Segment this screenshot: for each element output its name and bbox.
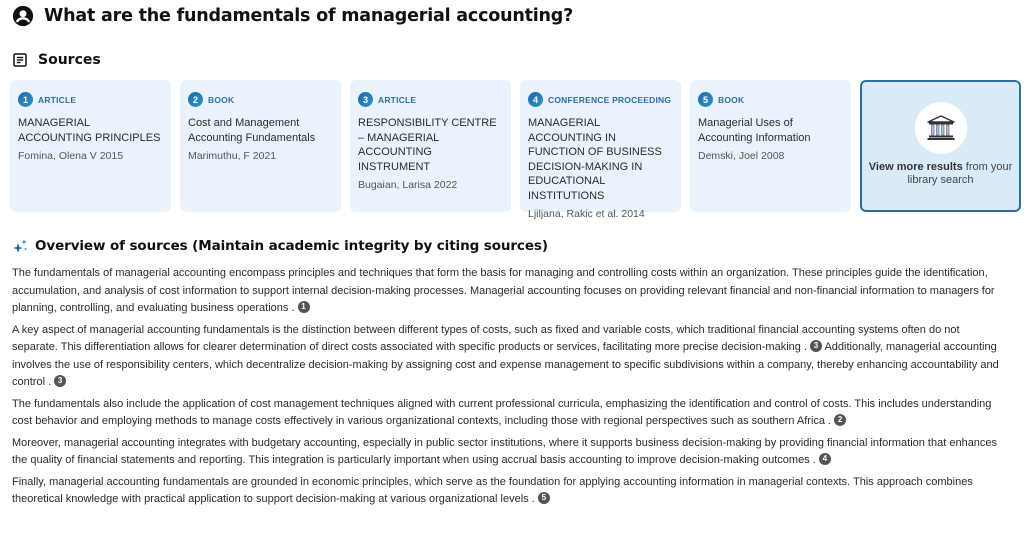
- paragraph-text: Finally, managerial accounting fundamentals are grounded in economic principles, which serve as the foundation for applying accounting information in managerial contexts. This approach combines theoretical knowledge with practical application to support decision-making at various organizational levels .: [12, 475, 973, 505]
- question-title: What are the fundamentals of managerial accounting?: [44, 6, 574, 26]
- source-card-1[interactable]: [10, 80, 171, 212]
- overview-paragraph: [12, 396, 1007, 431]
- sources-title: Sources: [38, 52, 101, 68]
- source-title: MANAGERIAL ACCOUNTING PRINCIPLES: [18, 117, 161, 144]
- document-icon: [13, 53, 27, 67]
- library-icon: [926, 115, 956, 141]
- source-author: Ljiljana, Rakic et al. 2014: [528, 208, 645, 220]
- source-type: BOOK: [718, 94, 745, 105]
- source-type: ARTICLE: [38, 94, 77, 105]
- overview-heading: [12, 238, 548, 254]
- overview-paragraph: [12, 322, 1007, 392]
- source-number-badge: 1: [18, 92, 33, 107]
- source-title: MANAGERIAL ACCOUNTING IN FUNCTION OF BUSINESS DECISION-MAKING IN EDUCATIONAL INSTITUTIONS: [528, 117, 662, 202]
- source-type: BOOK: [208, 94, 235, 105]
- view-more-results-label: [862, 161, 1019, 187]
- citation-badge[interactable]: 1: [298, 301, 310, 313]
- source-title: Managerial Uses of Accounting Information: [698, 117, 811, 144]
- paragraph-text: Moreover, managerial accounting integrates with budgetary accounting, especially in public sector institutions, where it supports business decision-making by providing financial information that enhances the quality of financial statements and reporting. This integration is particularly important when using accrual basis accounting to improve decision-making outcomes .: [12, 436, 998, 466]
- source-title: RESPONSIBILITY CENTRE – MANAGERIAL ACCOUNTING INSTRUMENT: [358, 117, 497, 173]
- paragraph-text: A key aspect of managerial accounting fundamentals is the distinction between different types of costs, such as fixed and variable costs, which traditional financial accounting systems often do not separate. This differentiation allows for clearer determination of direct costs associated with specific products or services, facilitating more precise decision-making .: [12, 323, 960, 353]
- citation-badge[interactable]: 3: [810, 340, 822, 352]
- source-card-5[interactable]: [690, 80, 851, 212]
- source-author: Fomina, Olena V 2015: [18, 150, 124, 162]
- source-card-3[interactable]: [350, 80, 511, 212]
- source-author: Bugaian, Larisa 2022: [358, 179, 458, 191]
- source-number-badge: 5: [698, 92, 713, 107]
- source-number-badge: 2: [188, 92, 203, 107]
- source-cards: [10, 80, 1021, 220]
- library-icon-circle: [915, 102, 967, 154]
- source-title: Cost and Management Accounting Fundamentals: [188, 117, 316, 144]
- question-header: [12, 5, 573, 27]
- source-number-badge: 4: [528, 92, 543, 107]
- overview-paragraph: [12, 474, 1007, 509]
- source-type: CONFERENCE PROCEEDING: [548, 94, 672, 105]
- source-card-4[interactable]: [520, 80, 681, 220]
- user-icon: [12, 5, 34, 27]
- overview-title: Overview of sources (Maintain academic integrity by citing sources): [35, 238, 548, 254]
- citation-badge[interactable]: 4: [819, 453, 831, 465]
- paragraph-text: The fundamentals of managerial accounting encompass principles and techniques that form the basis for managing and controlling costs within an organization. These principles guide the identification, accumulation, and analysis of cost information to support internal decision-making processes. Managerial accounting focuses on providing relevant financial and non-financial information to managers for planning, controlling, and evaluating business operations .: [12, 267, 995, 314]
- source-author: Demski, Joel 2008: [698, 150, 785, 162]
- source-type: ARTICLE: [378, 94, 417, 105]
- source-number-badge: 3: [358, 92, 373, 107]
- view-more-results-button[interactable]: [860, 80, 1021, 212]
- view-more-rest: from your library search: [907, 161, 1013, 186]
- source-author: Marimuthu, F 2021: [188, 150, 277, 162]
- sources-heading: [13, 52, 101, 68]
- citation-badge[interactable]: 5: [538, 492, 550, 504]
- paragraph-text: The fundamentals also include the application of cost management techniques aligned with current professional curricula, emphasizing the identification and control of costs. This includes understanding cost behavior and employing methods to manage costs effectively in various organizational contexts, including those with regional perspectives such as southern Africa .: [12, 397, 992, 427]
- overview-text: [12, 265, 1007, 513]
- sparkle-icon: [12, 238, 28, 254]
- view-more-bold: View more results: [868, 161, 963, 173]
- citation-badge[interactable]: 3: [54, 375, 66, 387]
- paragraph-text: Additionally, managerial accounting involves the use of responsibility centers, which decentralize decision-making by assigning cost and expense management to specific subdivisions within a company, thereby enhancing accountability and control .: [12, 341, 999, 388]
- citation-badge[interactable]: 2: [834, 414, 846, 426]
- overview-paragraph: [12, 435, 1007, 470]
- source-card-2[interactable]: [180, 80, 341, 212]
- overview-paragraph: [12, 265, 1007, 318]
